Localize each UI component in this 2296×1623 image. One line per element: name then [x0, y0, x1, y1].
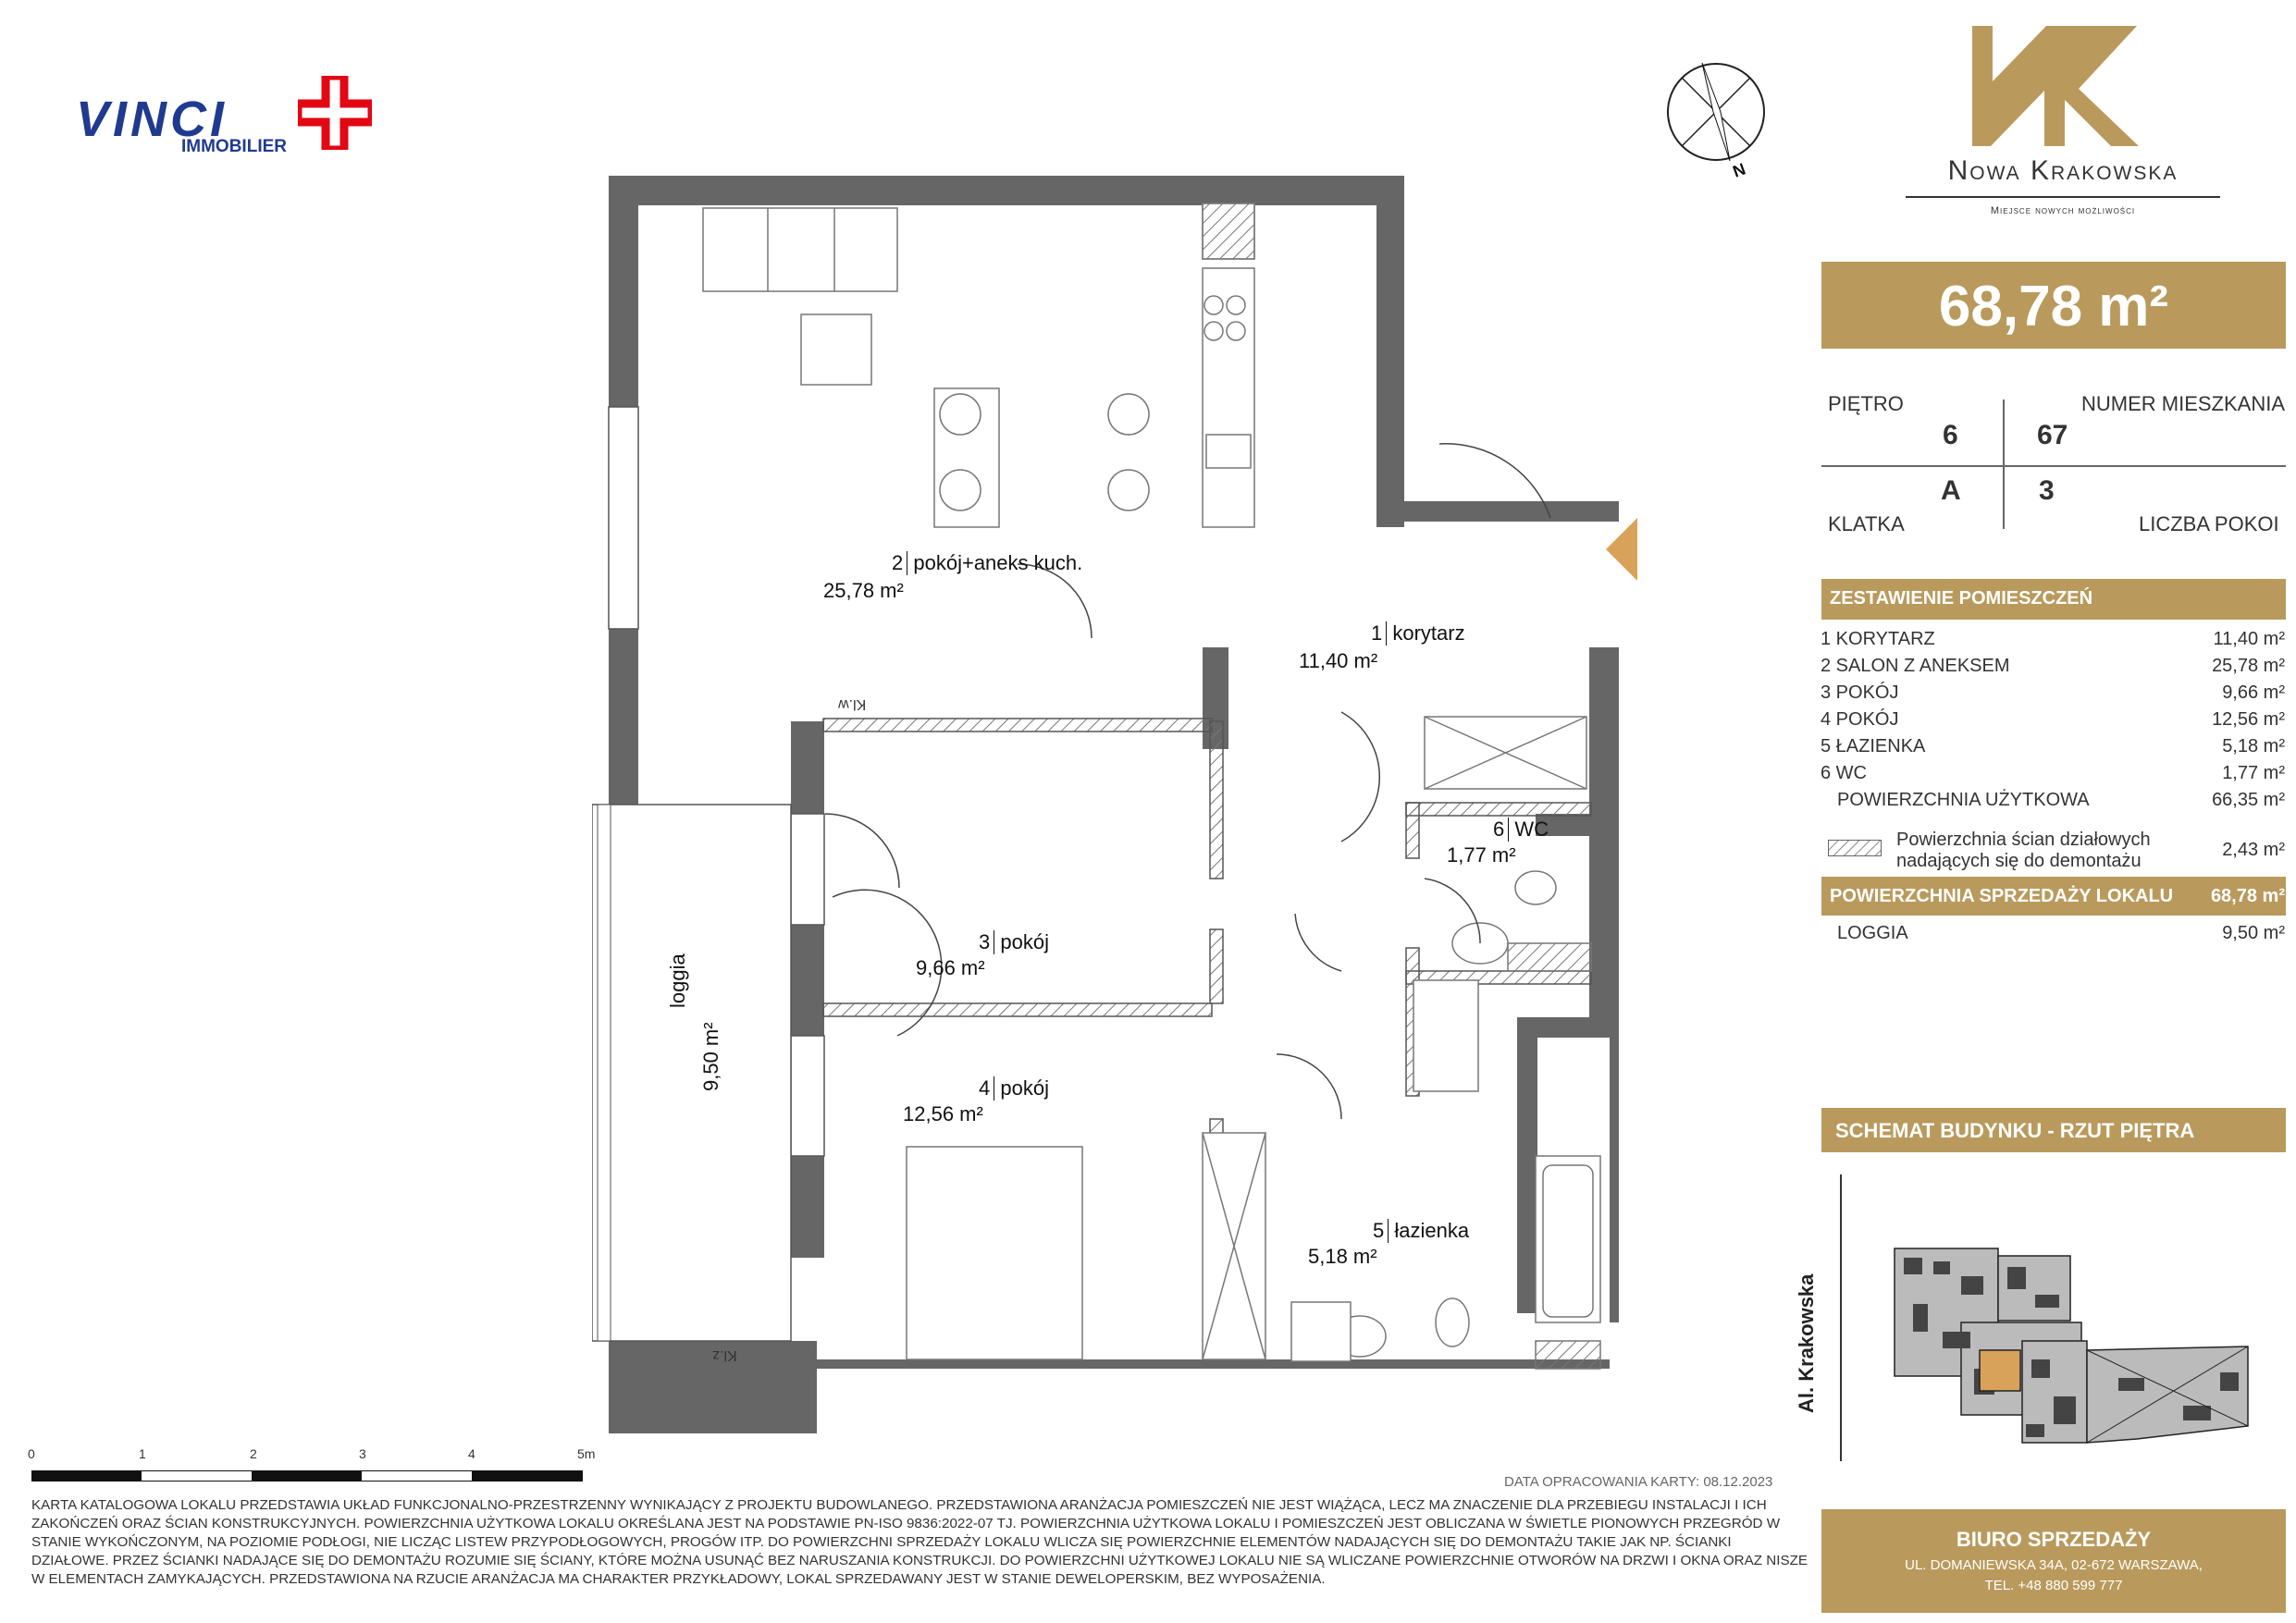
entrance-marker: [1606, 518, 1637, 581]
room-row-name: 3 POKÓJ: [1821, 682, 1899, 703]
room-row: [1821, 763, 2285, 784]
room-row-name: 2 SALON Z ANEKSEM: [1821, 656, 2010, 676]
room-area-bathroom: 5,18 m²: [1308, 1245, 1377, 1268]
usable-area-value: 66,35 m²: [2212, 790, 2285, 810]
floor-value: 6: [1943, 420, 1958, 450]
loggia-value: 9,50 m²: [2222, 923, 2285, 943]
klw-label: Kl.w: [838, 696, 867, 712]
room-number: 4: [979, 1076, 994, 1100]
room-label-corridor: [1371, 621, 1465, 646]
schema-apartment-highlight: [1980, 1350, 2020, 1391]
room-row-name: 5 ŁAZIENKA: [1821, 736, 1926, 756]
loggia-row: [1821, 923, 2285, 944]
room-row: [1821, 736, 2285, 757]
room-row: [1821, 656, 2285, 677]
room-area-room3: 9,66 m²: [916, 956, 985, 979]
disclaimer-text: KARTA KATALOGOWA LOKALU PRZEDSTAWIA UKŁAD FUNKCJONALNO-PRZESTRZENNY WYNIKAJĄCY Z PROJEKTU BUDOWLANEGO. PRZEDSTAWIONA ARANŻACJA POMIESZCZEŃ NIE JEST WIĄŻĄCA, LECZ MA ZNACZENIE DLA PRZEBIEGU INSTALACJI I ICH ZAKOŃCZEŃ ORAZ ŚCIAN KONSTRUKCYJNYCH. POWIERZCHNIA UŻYTKOWA LOKALU OKREŚLANA JEST NA PODSTAWIE PN-ISO 9836:2022-07 TJ. POWIERZCHNIA UŻYTKOWA LOKALU I POMIESZCZEŃ JEST OBLICZANA W ŚWIETLE PIONOWYCH PRZEGRÓD W STANIE WYKOŃCZONYM, NA POZIOMIE PODŁOGI, NIE LICZĄC LISTEW PRZYPODŁOGOWYCH, PROGÓW ITP. DO POWIERZCHNI SPRZEDAŻY LOKALU WLICZA SIĘ POWIERZCHNIE ELEMENTÓW NADAJĄCYCH SIĘ DO DEMONTAŻU TAKIE JAK NP. ŚCIANKI DZIAŁOWE. PRZEZ ŚCIANKI NADAJĄCE SIĘ DO DEMONTAŻU ROZUMIE SIĘ ŚCIANY, KTÓRE MOŻNA USUNĄĆ BEZ NARUSZANIA KONSTRUKCJI. DO POWIERZCHNI UŻYTKOWEJ LOKALU NIE SĄ WLICZANE POWIERZCHNIE OTWORÓW NA DRZWI I OKNA ORAZ NISZE W ELEMENTACH ZAMYKAJĄCYCH. PRZEDSTAWIONA NA RZUCIE ARANŻACJA MA CHARAKTER PRZYKŁADOWY, LOKAL SPRZEDAWANY JEST W STANIE DEWELOPERSKIM, BEZ WYPOSAŻENIA.: [31, 1497, 1808, 1587]
room-area-room4: 12,56 m²: [903, 1102, 983, 1125]
stair-value: A: [1941, 475, 1961, 506]
room-row-area: 11,40 m²: [2213, 629, 2285, 649]
room-name: pokój+aneks kuch.: [913, 551, 1083, 574]
room-number: 1: [1371, 621, 1387, 646]
room-label-living: [892, 551, 1082, 575]
rooms-label: LICZBA POKOI: [2139, 512, 2279, 535]
room-row-name: 1 KORYTARZ: [1821, 629, 1935, 649]
usable-area-label: POWIERZCHNIA UŻYTKOWA: [1837, 790, 2090, 810]
sale-area-label: POWIERZCHNIA SPRZEDAŻY LOKALU: [1830, 886, 2174, 906]
sales-office-phone: TEL. +48 880 599 777: [1984, 1578, 2123, 1593]
rooms-table-header-text: ZESTAWIENIE POMIESZCZEŃ: [1830, 588, 2093, 609]
usable-area-row: [1821, 790, 2285, 811]
vinci-logo-sub: IMMOBILIER: [181, 137, 287, 156]
card-date: DATA OPRACOWANIA KARTY: 08.12.2023: [1504, 1474, 1773, 1490]
room-label-bathroom: [1373, 1219, 1469, 1243]
total-area-value: 68,78 m²: [1938, 275, 2169, 338]
sales-office-title: BIURO SPRZEDAŻY: [1956, 1528, 2152, 1551]
loggia-name-label: loggia: [666, 953, 689, 1008]
project-name-underline: [1906, 196, 2220, 198]
room-area-living: 25,78 m²: [823, 579, 904, 602]
street-label: Al. Krakowska: [1795, 1273, 1818, 1413]
room-number: 2: [892, 551, 907, 575]
scale-tick-label: 1: [139, 1446, 146, 1461]
room-name: pokój: [1000, 1076, 1049, 1100]
walls-label-1: Powierzchnia ścian działowych: [1896, 830, 2151, 850]
room-row-name: 6 WC: [1821, 763, 1867, 783]
room-name: WC: [1514, 818, 1549, 841]
scale-bar-segment: [472, 1470, 582, 1482]
scale-bar: [31, 1470, 586, 1483]
floor-label: PIĘTRO: [1828, 392, 1904, 415]
project-name: Nowa Krakowska: [1947, 155, 2179, 186]
floor-plan: [592, 166, 1637, 1433]
loggia-label: LOGGIA: [1837, 923, 1908, 943]
room-name: pokój: [1000, 930, 1049, 953]
vinci-logo-text: VINCI: [76, 92, 228, 147]
scale-tick-label: 5m: [577, 1446, 596, 1461]
room-row-area: 5,18 m²: [2222, 736, 2285, 756]
room-row-area: 1,77 m²: [2222, 763, 2285, 783]
walls-label-2: nadających się do demontażu: [1896, 851, 2142, 871]
room-number: 5: [1373, 1219, 1389, 1243]
apt-no-value: 67: [2037, 420, 2068, 450]
summary-hline: [1821, 465, 2286, 467]
room-row: [1821, 629, 2285, 650]
room-number: 3: [979, 930, 994, 954]
room-row: [1821, 709, 2285, 731]
room-area-corridor: 11,40 m²: [1299, 649, 1378, 672]
building-schema: [1813, 1165, 2257, 1470]
walls-value: 2,43 m²: [2222, 840, 2285, 860]
vinci-logo: [76, 74, 390, 176]
room-row-area: 9,66 m²: [2222, 682, 2285, 703]
room-row-area: 25,78 m²: [2212, 656, 2285, 676]
room-label-wc: [1493, 818, 1549, 842]
scale-bar-segment: [252, 1470, 362, 1482]
klz-label: Kl.z: [712, 1347, 737, 1363]
schema-header-text: SCHEMAT BUDYNKU - RZUT PIĘTRA: [1835, 1119, 2195, 1142]
stair-label: KLATKA: [1828, 512, 1905, 535]
vinci-cross-icon: [298, 76, 372, 150]
loggia-area-label: 9,50 m²: [699, 1022, 722, 1091]
summary-vline: [2003, 400, 2005, 529]
apt-no-label: NUMER MIESZKANIA: [2081, 392, 2286, 415]
room-row: [1821, 682, 2285, 704]
room-row-name: 4 POKÓJ: [1821, 709, 1899, 730]
nk-logo: [1887, 26, 2239, 229]
compass-north-label: N: [1730, 159, 1748, 181]
room-name: korytarz: [1392, 621, 1465, 645]
room-area-wc: 1,77 m²: [1447, 843, 1516, 867]
room-number: 6: [1493, 818, 1509, 842]
north-compass-icon: [1665, 61, 1776, 181]
room-name: łazienka: [1394, 1219, 1470, 1242]
room-label-room4: [979, 1076, 1049, 1100]
project-tagline: Miejsce nowych możliwości: [1990, 205, 2136, 216]
scale-tick-label: 2: [250, 1446, 257, 1461]
scale-tick-label: 0: [28, 1446, 35, 1461]
hatched-wall-swatch-icon: [1828, 840, 1882, 856]
sales-office-address: UL. DOMANIEWSKA 34A, 02-672 WARSZAWA,: [1905, 1557, 2203, 1573]
nk-monogram-icon: [1972, 26, 2139, 146]
sale-area-value: 68,78 m²: [2210, 886, 2285, 906]
room-row-area: 12,56 m²: [2212, 709, 2285, 730]
room-label-room3: [979, 930, 1049, 954]
rooms-value: 3: [2039, 475, 2055, 506]
scale-bar-segment: [31, 1470, 142, 1482]
scale-tick-label: 4: [468, 1446, 475, 1461]
scale-tick-label: 3: [359, 1446, 366, 1461]
